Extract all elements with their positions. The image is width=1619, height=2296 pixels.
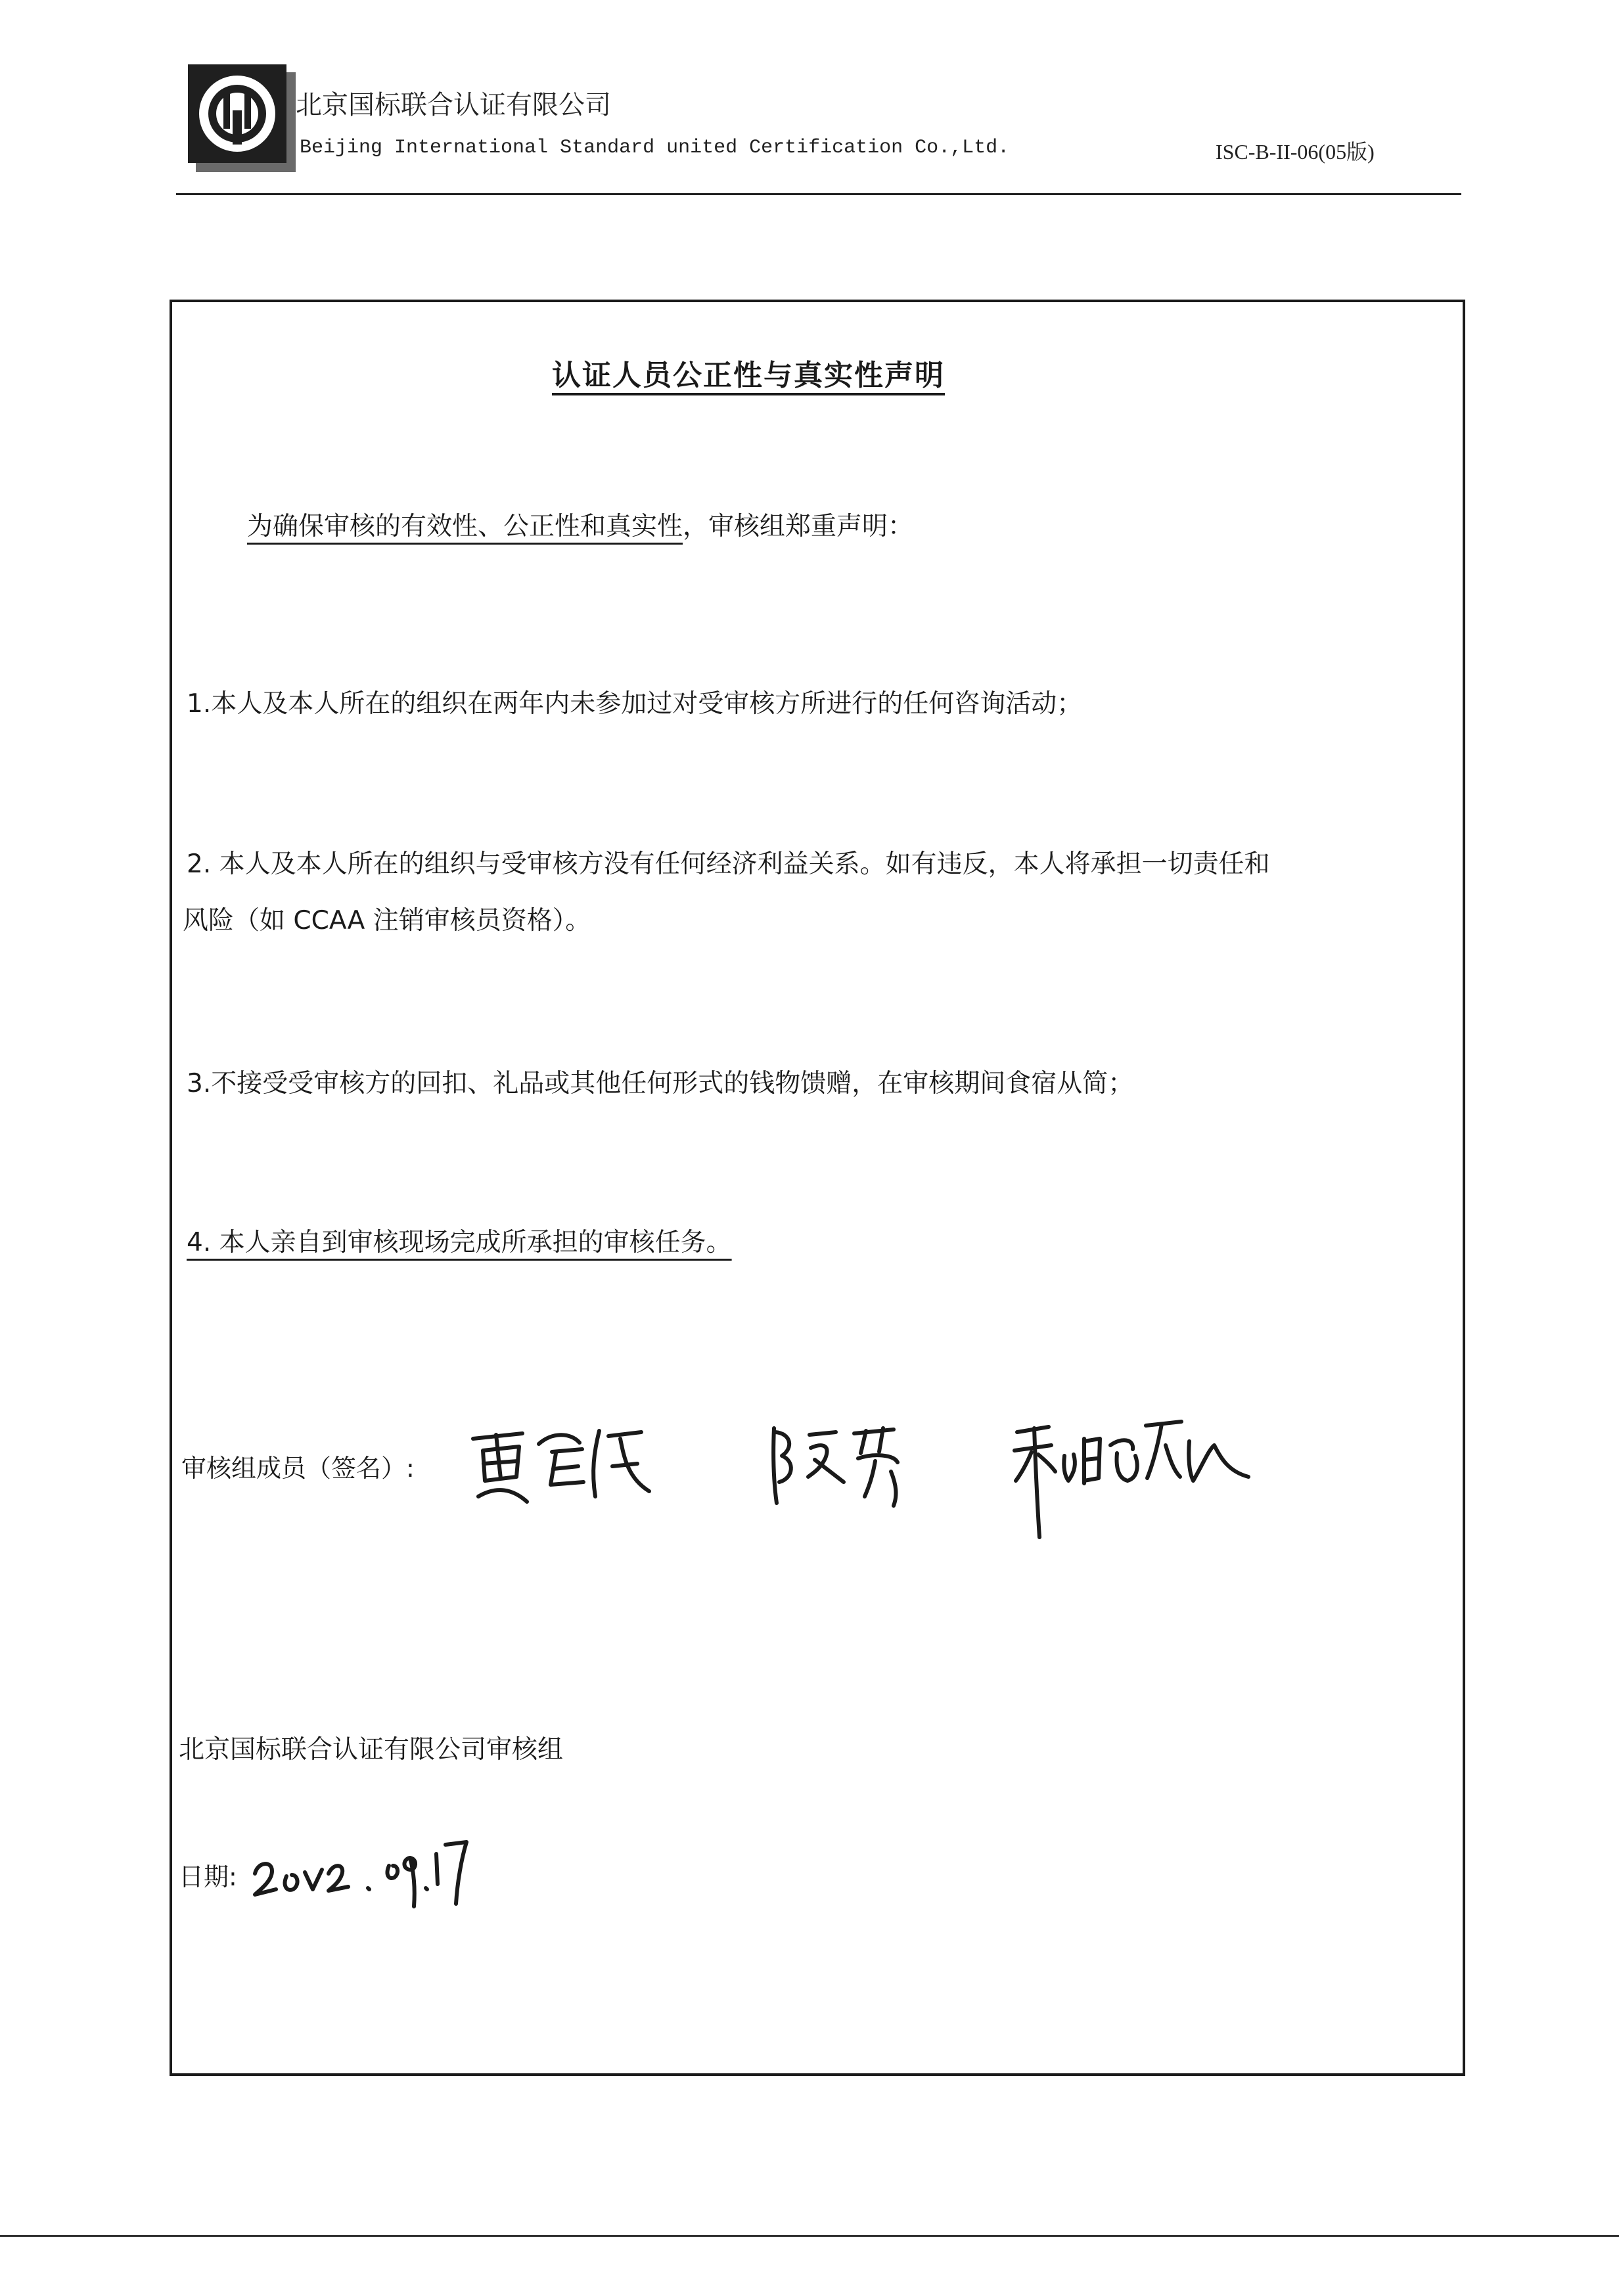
form-code: ISC-B-II-06(05版)	[1216, 140, 1375, 164]
audit-team-organization: 北京国标联合认证有限公司审核组	[179, 1735, 564, 1765]
company-name-cn: 北京国标联合认证有限公司	[296, 90, 611, 120]
intro-underlined-text: 为确保审核的有效性、公正性和真实性	[247, 512, 683, 541]
declaration-item-1: 1.本人及本人所在的组织在两年内未参加过对受审核方所进行的任何咨询活动；	[187, 689, 1083, 719]
date-label: 日期:	[179, 1862, 237, 1891]
intro-rest-text: ，审核组郑重声明：	[683, 512, 914, 541]
declaration-item-2: 2. 本人及本人所在的组织与受审核方没有任何经济利益关系。如有违反，本人将承担一切责任和	[187, 849, 1270, 879]
member-signature-1	[460, 1412, 657, 1511]
header-divider	[176, 193, 1461, 195]
member-signature-2	[762, 1419, 920, 1518]
declaration-item-2-continued: 风险（如 CCAA 注销审核员资格）。	[183, 906, 591, 935]
company-name-en: Beijing International Standard united Certification Co.,Ltd.	[300, 137, 1010, 159]
members-signature-label: 审核组成员（签名）:	[181, 1454, 415, 1483]
page-title: 认证人员公正性与真实性声明	[552, 359, 945, 392]
intro-statement	[247, 506, 913, 543]
company-logo-icon	[187, 63, 296, 173]
declaration-frame	[170, 300, 1465, 2076]
member-signature-3	[1012, 1412, 1262, 1544]
declaration-item-3: 3.不接受受审核方的回扣、礼品或其他任何形式的钱物馈赠，在审核期间食宿从简；	[187, 1069, 1134, 1098]
handwritten-date	[250, 1820, 486, 1912]
page-bottom-divider	[0, 2235, 1619, 2237]
declaration-item-4: 4. 本人亲自到审核现场完成所承担的审核任务。	[187, 1228, 732, 1257]
